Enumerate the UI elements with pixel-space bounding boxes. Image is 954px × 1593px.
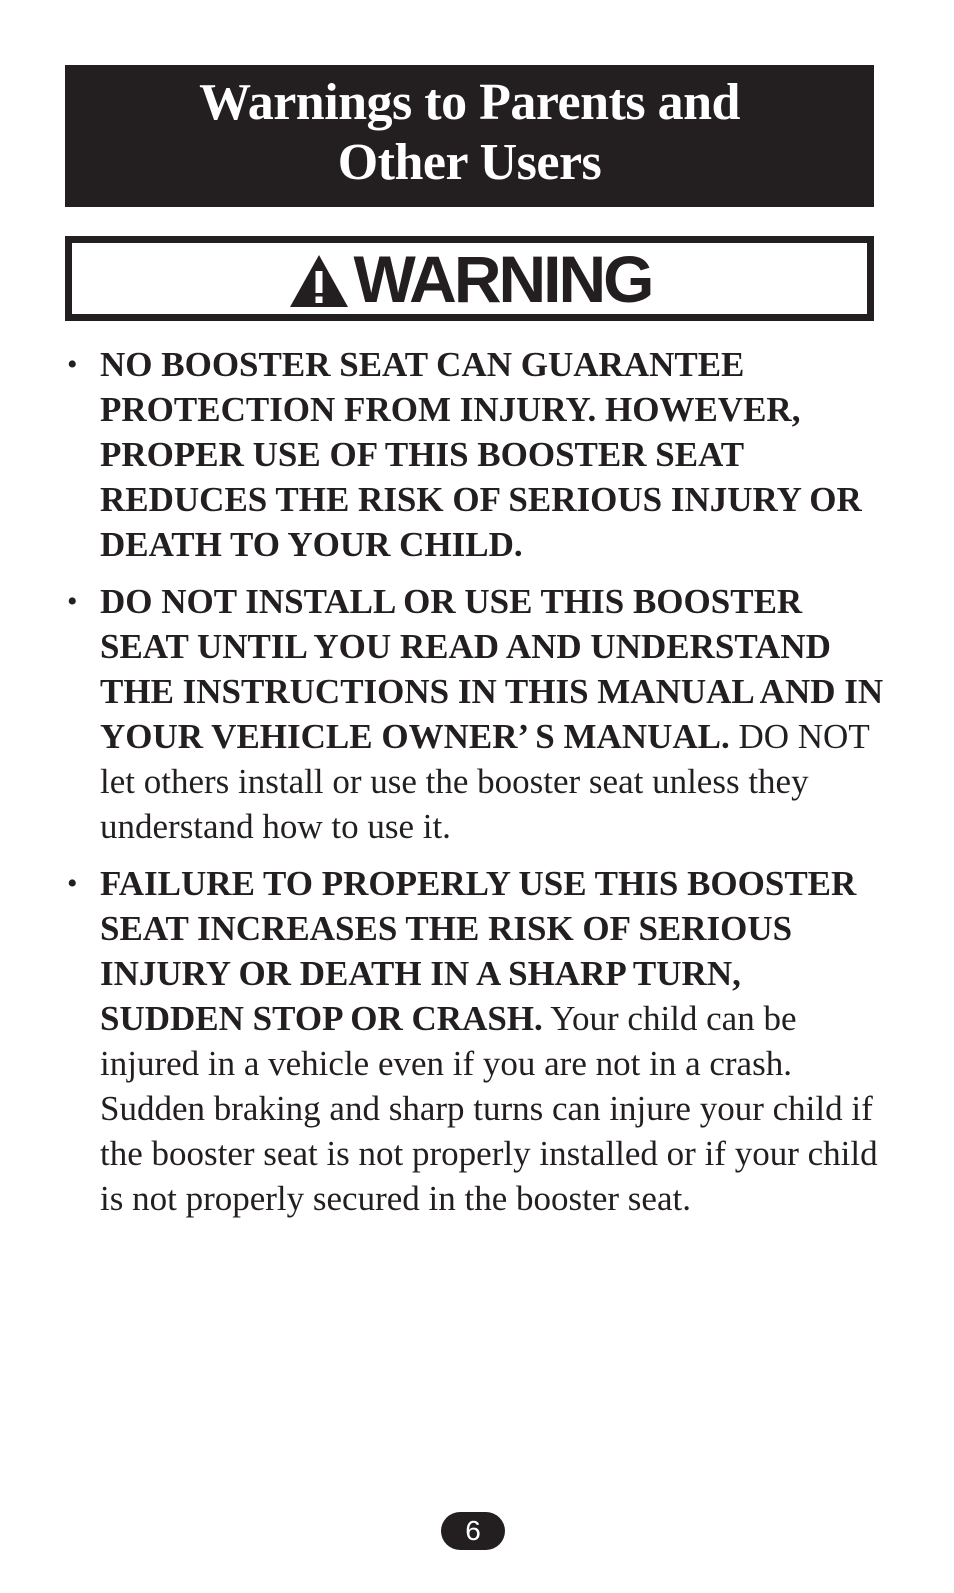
warning-label: WARNING: [353, 241, 652, 316]
warning-item: [65, 861, 885, 1221]
warning-item-bold-text: FAILURE TO PROPERLY USE THIS BOOSTER SEAT INCREASES THE RISK OF SERIOUS INJURY OR DEATH IN A SHARP TURN, SUDDEN STOP OR CRASH.: [100, 864, 857, 1038]
warning-item-body-text: Your child can be injured in a vehicle even if you are not in a crash. Sudden braking and sharp turns can injure your child if the booster seat is not properly installed or if your child is not properly secured in the booster seat.: [100, 999, 878, 1218]
warning-item-bold-text: NO BOOSTER SEAT CAN GUARANTEE PROTECTION FROM INJURY. HOWEVER, PROPER USE OF THIS BOOSTER SEAT REDUCES THE RISK OF SERIOUS INJURY OR DEATH TO YOUR CHILD.: [100, 345, 862, 564]
warning-triangle-icon: [288, 253, 350, 309]
bullet-marker: •: [67, 867, 78, 900]
section-title-banner: [65, 65, 874, 207]
page-number-badge: 6: [441, 1512, 505, 1550]
warning-item-body-text: DO NOT let others install or use the booster seat unless they understand how to use it.: [100, 717, 870, 846]
warning-banner-content: [288, 241, 652, 316]
bullet-marker: •: [67, 348, 78, 381]
warning-item: [65, 342, 885, 567]
warning-banner: [65, 236, 874, 321]
bullet-marker: •: [67, 585, 78, 618]
warning-item: [65, 579, 885, 849]
section-title-line-2: Other Users: [337, 134, 602, 191]
warning-item-bold-text: DO NOT INSTALL OR USE THIS BOOSTER SEAT UNTIL YOU READ AND UNDERSTAND THE INSTRUCTIONS IN THIS MANUAL AND IN YOUR VEHICLE OWNER’ S MANUAL.: [100, 582, 884, 756]
warnings-list: [65, 342, 885, 1233]
section-title-line-1: Warnings to Parents and: [199, 74, 740, 131]
